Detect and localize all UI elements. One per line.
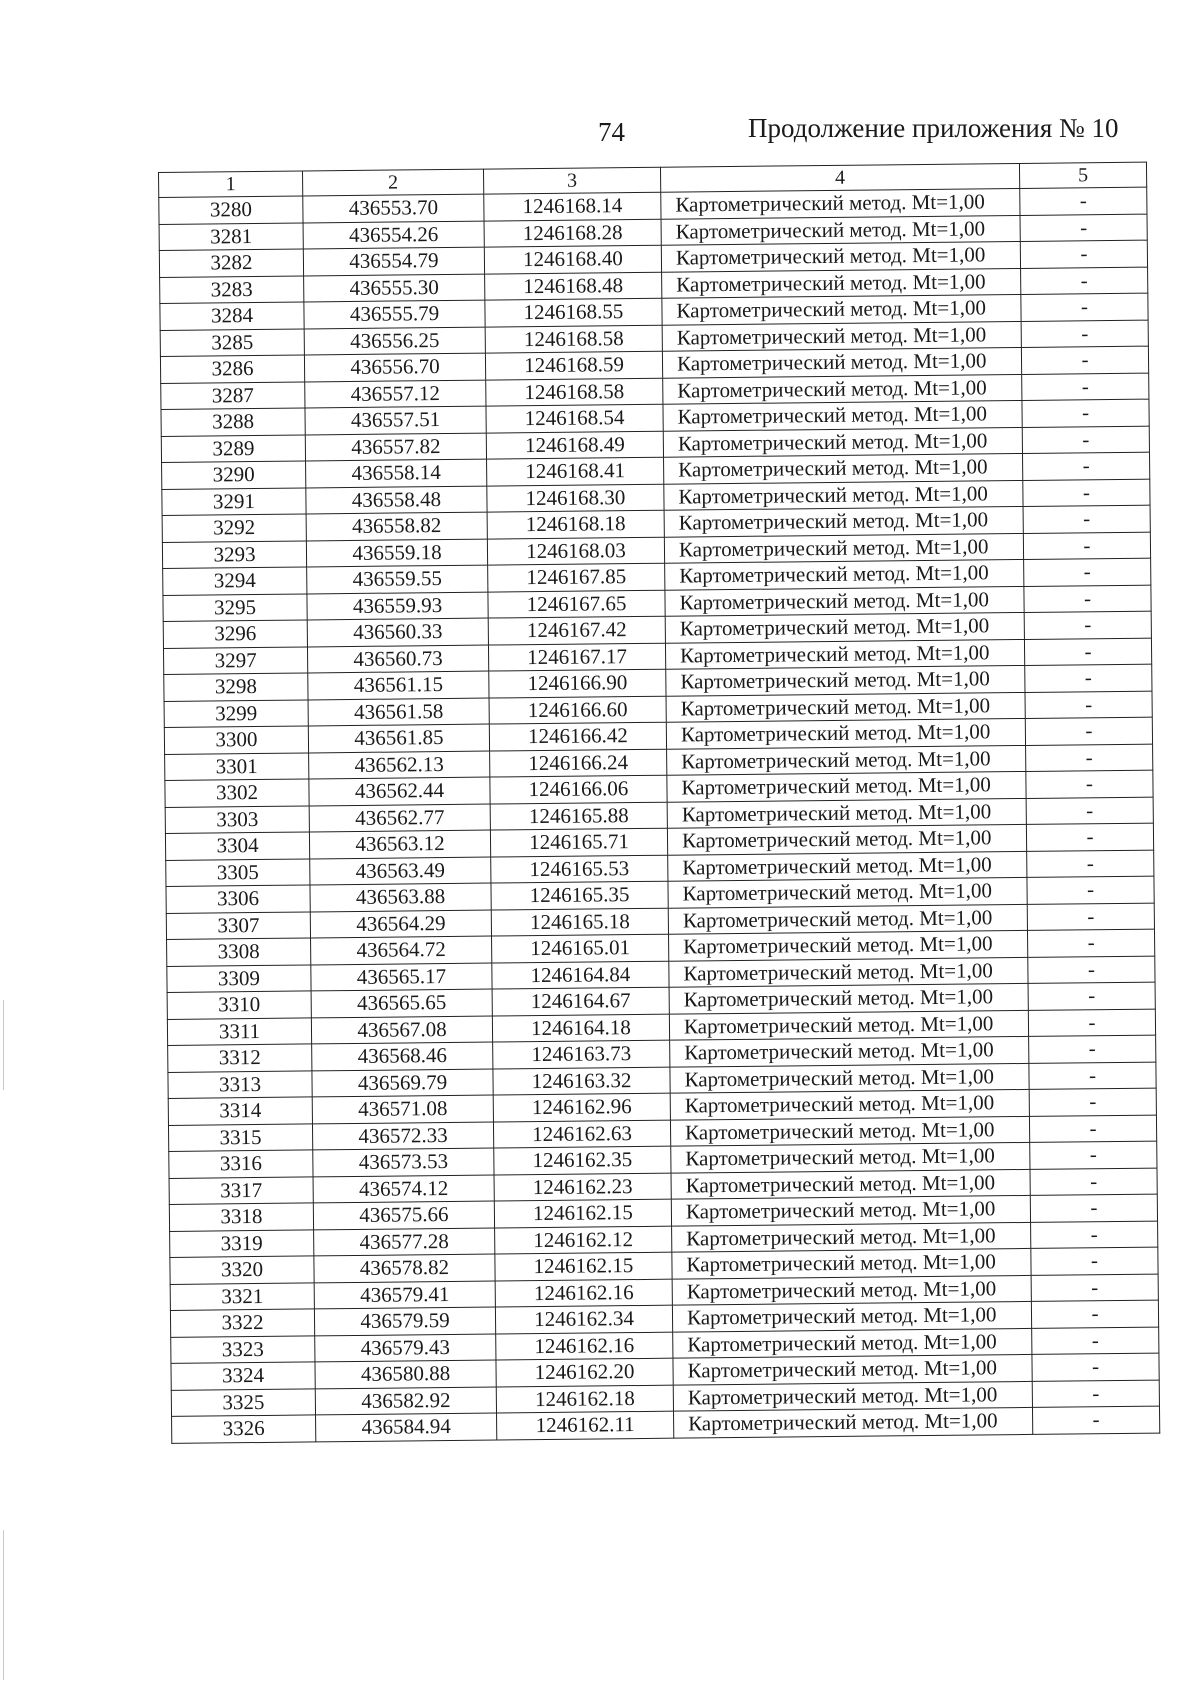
point-number-cell: 3311	[167, 1017, 311, 1045]
point-number-cell: 3302	[165, 779, 309, 807]
point-number-cell: 3307	[166, 911, 310, 939]
x-coordinate-cell: 436558.14	[306, 459, 487, 487]
x-coordinate-cell: 436562.77	[309, 804, 490, 832]
point-number-cell: 3291	[162, 487, 306, 515]
point-number-cell: 3315	[168, 1123, 312, 1151]
x-coordinate-cell: 436557.51	[305, 406, 486, 434]
note-cell: -	[1021, 320, 1148, 348]
note-cell: -	[1023, 505, 1150, 533]
scan-margin-mark	[3, 1530, 4, 1680]
note-cell: -	[1029, 1035, 1156, 1063]
y-coordinate-cell: 1246165.88	[490, 802, 667, 830]
point-number-cell: 3304	[165, 832, 309, 860]
x-coordinate-cell: 436561.85	[308, 724, 489, 752]
method-cell: Картометрический метод. Mt=1,00	[665, 639, 1024, 669]
column-header-4: 4	[660, 163, 1019, 192]
note-cell: -	[1025, 691, 1152, 719]
method-cell: Картометрический метод. Mt=1,00	[669, 1010, 1028, 1040]
note-cell: -	[1023, 479, 1150, 507]
y-coordinate-cell: 1246168.58	[486, 378, 663, 406]
y-coordinate-cell: 1246164.18	[492, 1014, 669, 1042]
y-coordinate-cell: 1246167.85	[488, 563, 665, 591]
method-cell: Картометрический метод. Mt=1,00	[670, 1036, 1029, 1066]
x-coordinate-cell: 436579.59	[314, 1307, 495, 1335]
x-coordinate-cell: 436561.58	[308, 698, 489, 726]
point-number-cell: 3306	[166, 885, 310, 913]
method-cell: Картометрический метод. Mt=1,00	[666, 665, 1025, 695]
coordinates-table	[158, 162, 1160, 1444]
point-number-cell: 3324	[171, 1362, 315, 1390]
y-coordinate-cell: 1246162.96	[493, 1093, 670, 1121]
method-cell: Картометрический метод. Mt=1,00	[667, 798, 1026, 828]
y-coordinate-cell: 1246166.60	[489, 696, 666, 724]
point-number-cell: 3288	[161, 408, 305, 436]
point-number-cell: 3299	[164, 699, 308, 727]
method-cell: Картометрический метод. Mt=1,00	[670, 1063, 1029, 1093]
method-cell: Картометрический метод. Mt=1,00	[663, 400, 1022, 430]
method-cell: Картометрический метод. Mt=1,00	[667, 745, 1026, 775]
column-header-1: 1	[159, 171, 303, 198]
x-coordinate-cell: 436579.41	[314, 1281, 495, 1309]
note-cell: -	[1021, 346, 1148, 374]
point-number-cell: 3303	[165, 805, 309, 833]
note-cell: -	[1022, 452, 1149, 480]
x-coordinate-cell: 436560.73	[307, 645, 488, 673]
method-cell: Картометрический метод. Mt=1,00	[663, 427, 1022, 457]
y-coordinate-cell: 1246167.17	[488, 643, 665, 671]
x-coordinate-cell: 436553.70	[303, 194, 484, 222]
y-coordinate-cell: 1246168.58	[485, 325, 662, 353]
method-cell: Картометрический метод. Mt=1,00	[672, 1275, 1031, 1305]
x-coordinate-cell: 436554.79	[303, 247, 484, 275]
note-cell: -	[1030, 1194, 1157, 1222]
note-cell: -	[1028, 1009, 1155, 1037]
method-cell: Картометрический метод. Mt=1,00	[664, 533, 1023, 563]
point-number-cell: 3290	[162, 461, 306, 489]
y-coordinate-cell: 1246164.67	[492, 987, 669, 1015]
note-cell: -	[1020, 214, 1147, 242]
x-coordinate-cell: 436555.30	[304, 274, 485, 302]
note-cell: -	[1031, 1300, 1158, 1328]
point-number-cell: 3325	[171, 1388, 315, 1416]
y-coordinate-cell: 1246162.35	[494, 1146, 671, 1174]
method-cell: Картометрический метод. Mt=1,00	[671, 1169, 1030, 1199]
y-coordinate-cell: 1246162.34	[495, 1305, 672, 1333]
method-cell: Картометрический метод. Mt=1,00	[662, 268, 1021, 298]
method-cell: Картометрический метод. Mt=1,00	[664, 453, 1023, 483]
y-coordinate-cell: 1246168.40	[484, 245, 661, 273]
note-cell: -	[1025, 717, 1152, 745]
y-coordinate-cell: 1246168.54	[486, 404, 663, 432]
point-number-cell: 3301	[165, 752, 309, 780]
y-coordinate-cell: 1246168.59	[485, 351, 662, 379]
x-coordinate-cell: 436559.55	[307, 565, 488, 593]
x-coordinate-cell: 436575.66	[313, 1201, 494, 1229]
y-coordinate-cell: 1246162.15	[495, 1252, 672, 1280]
page-number: 74	[598, 117, 625, 147]
note-cell: -	[1029, 1062, 1156, 1090]
point-number-cell: 3292	[162, 514, 306, 542]
y-coordinate-cell: 1246166.24	[490, 749, 667, 777]
y-coordinate-cell: 1246163.73	[493, 1040, 670, 1068]
x-coordinate-cell: 436569.79	[312, 1069, 493, 1097]
method-cell: Картометрический метод. Mt=1,00	[666, 692, 1025, 722]
method-cell: Картометрический метод. Mt=1,00	[662, 347, 1021, 377]
x-coordinate-cell: 436565.65	[311, 989, 492, 1017]
y-coordinate-cell: 1246162.20	[496, 1358, 673, 1386]
note-cell: -	[1031, 1247, 1158, 1275]
y-coordinate-cell: 1246165.35	[491, 881, 668, 909]
note-cell: -	[1025, 664, 1152, 692]
method-cell: Картометрический метод. Mt=1,00	[665, 586, 1024, 616]
method-cell: Картометрический метод. Mt=1,00	[670, 1089, 1029, 1119]
point-number-cell: 3308	[167, 938, 311, 966]
x-coordinate-cell: 436564.29	[310, 910, 491, 938]
method-cell: Картометрический метод. Mt=1,00	[662, 321, 1021, 351]
point-number-cell: 3309	[167, 964, 311, 992]
point-number-cell: 3300	[164, 726, 308, 754]
point-number-cell: 3318	[169, 1203, 313, 1231]
x-coordinate-cell: 436568.46	[312, 1042, 493, 1070]
point-number-cell: 3286	[160, 355, 304, 383]
note-cell: -	[1032, 1353, 1159, 1381]
x-coordinate-cell: 436558.48	[306, 486, 487, 514]
x-coordinate-cell: 436559.18	[306, 539, 487, 567]
x-coordinate-cell: 436565.17	[311, 963, 492, 991]
point-number-cell: 3284	[160, 302, 304, 330]
y-coordinate-cell: 1246164.84	[492, 961, 669, 989]
note-cell: -	[1024, 558, 1151, 586]
point-number-cell: 3317	[169, 1176, 313, 1204]
note-cell: -	[1030, 1141, 1157, 1169]
method-cell: Картометрический метод. Mt=1,00	[667, 824, 1026, 854]
note-cell: -	[1024, 638, 1151, 666]
note-cell: -	[1022, 426, 1149, 454]
note-cell: -	[1027, 876, 1154, 904]
note-cell: -	[1028, 956, 1155, 984]
note-cell: -	[1029, 1115, 1156, 1143]
y-coordinate-cell: 1246168.55	[485, 298, 662, 326]
y-coordinate-cell: 1246162.15	[494, 1199, 671, 1227]
note-cell: -	[1029, 1088, 1156, 1116]
y-coordinate-cell: 1246162.23	[494, 1173, 671, 1201]
point-number-cell: 3297	[163, 646, 307, 674]
method-cell: Картометрический метод. Mt=1,00	[668, 877, 1027, 907]
y-coordinate-cell: 1246165.18	[491, 908, 668, 936]
x-coordinate-cell: 436573.53	[313, 1148, 494, 1176]
method-cell: Картометрический метод. Mt=1,00	[670, 1116, 1029, 1146]
method-cell: Картометрический метод. Mt=1,00	[664, 506, 1023, 536]
note-cell: -	[1031, 1221, 1158, 1249]
point-number-cell: 3280	[159, 196, 303, 224]
point-number-cell: 3321	[170, 1282, 314, 1310]
x-coordinate-cell: 436560.33	[307, 618, 488, 646]
y-coordinate-cell: 1246165.71	[490, 828, 667, 856]
page-caption: Продолжение приложения № 10	[748, 113, 1119, 143]
x-coordinate-cell: 436572.33	[312, 1122, 493, 1150]
method-cell: Картометрический метод. Mt=1,00	[673, 1328, 1032, 1358]
x-coordinate-cell: 436582.92	[315, 1387, 496, 1415]
x-coordinate-cell: 436555.79	[304, 300, 485, 328]
y-coordinate-cell: 1246167.42	[488, 616, 665, 644]
note-cell: -	[1032, 1406, 1159, 1434]
point-number-cell: 3281	[159, 222, 303, 250]
x-coordinate-cell: 436563.12	[309, 830, 490, 858]
point-number-cell: 3295	[163, 593, 307, 621]
table-body	[159, 187, 1160, 1443]
point-number-cell: 3289	[161, 434, 305, 462]
note-cell: -	[1032, 1327, 1159, 1355]
x-coordinate-cell: 436554.26	[303, 221, 484, 249]
y-coordinate-cell: 1246168.03	[487, 537, 664, 565]
method-cell: Картометрический метод. Mt=1,00	[671, 1142, 1030, 1172]
y-coordinate-cell: 1246162.18	[496, 1385, 673, 1413]
method-cell: Картометрический метод. Mt=1,00	[673, 1354, 1032, 1384]
point-number-cell: 3282	[159, 249, 303, 277]
x-coordinate-cell: 436557.82	[305, 433, 486, 461]
x-coordinate-cell: 436563.88	[310, 883, 491, 911]
note-cell: -	[1020, 240, 1147, 268]
note-cell: -	[1024, 611, 1151, 639]
method-cell: Картометрический метод. Mt=1,00	[667, 771, 1026, 801]
method-cell: Картометрический метод. Mt=1,00	[668, 904, 1027, 934]
method-cell: Картометрический метод. Mt=1,00	[672, 1301, 1031, 1331]
y-coordinate-cell: 1246162.11	[497, 1411, 674, 1439]
point-number-cell: 3298	[164, 673, 308, 701]
note-cell: -	[1024, 585, 1151, 613]
note-cell: -	[1032, 1380, 1159, 1408]
y-coordinate-cell: 1246162.12	[495, 1226, 672, 1254]
x-coordinate-cell: 436556.70	[304, 353, 485, 381]
x-coordinate-cell: 436561.15	[308, 671, 489, 699]
note-cell: -	[1022, 373, 1149, 401]
point-number-cell: 3320	[170, 1256, 314, 1284]
method-cell: Картометрический метод. Mt=1,00	[671, 1195, 1030, 1225]
y-coordinate-cell: 1246168.41	[487, 457, 664, 485]
y-coordinate-cell: 1246166.06	[490, 775, 667, 803]
note-cell: -	[1028, 982, 1155, 1010]
point-number-cell: 3296	[163, 620, 307, 648]
point-number-cell: 3294	[163, 567, 307, 595]
x-coordinate-cell: 436578.82	[314, 1254, 495, 1282]
method-cell: Картометрический метод. Mt=1,00	[669, 957, 1028, 987]
y-coordinate-cell: 1246166.90	[489, 669, 666, 697]
x-coordinate-cell: 436567.08	[311, 1016, 492, 1044]
point-number-cell: 3293	[162, 540, 306, 568]
method-cell: Картометрический метод. Mt=1,00	[663, 374, 1022, 404]
point-number-cell: 3310	[167, 991, 311, 1019]
method-cell: Картометрический метод. Mt=1,00	[673, 1381, 1032, 1411]
y-coordinate-cell: 1246168.28	[484, 219, 661, 247]
point-number-cell: 3283	[160, 275, 304, 303]
note-cell: -	[1023, 532, 1150, 560]
y-coordinate-cell: 1246167.65	[488, 590, 665, 618]
method-cell: Картометрический метод. Mt=1,00	[664, 480, 1023, 510]
point-number-cell: 3316	[169, 1150, 313, 1178]
method-cell: Картометрический метод. Mt=1,00	[668, 851, 1027, 881]
method-cell: Картометрический метод. Mt=1,00	[672, 1248, 1031, 1278]
y-coordinate-cell: 1246168.14	[484, 192, 661, 220]
x-coordinate-cell: 436571.08	[312, 1095, 493, 1123]
x-coordinate-cell: 436579.43	[315, 1334, 496, 1362]
y-coordinate-cell: 1246168.18	[487, 510, 664, 538]
y-coordinate-cell: 1246166.42	[489, 722, 666, 750]
method-cell: Картометрический метод. Mt=1,00	[674, 1407, 1033, 1437]
note-cell: -	[1022, 399, 1149, 427]
note-cell: -	[1030, 1168, 1157, 1196]
method-cell: Картометрический метод. Mt=1,00	[672, 1222, 1031, 1252]
note-cell: -	[1026, 797, 1153, 825]
point-number-cell: 3314	[168, 1097, 312, 1125]
x-coordinate-cell: 436564.72	[311, 936, 492, 964]
note-cell: -	[1021, 293, 1148, 321]
note-cell: -	[1026, 770, 1153, 798]
note-cell: -	[1026, 823, 1153, 851]
x-coordinate-cell: 436558.82	[306, 512, 487, 540]
point-number-cell: 3319	[170, 1229, 314, 1257]
method-cell: Картометрический метод. Mt=1,00	[669, 983, 1028, 1013]
point-number-cell: 3326	[172, 1415, 316, 1443]
method-cell: Картометрический метод. Mt=1,00	[661, 241, 1020, 271]
note-cell: -	[1027, 903, 1154, 931]
method-cell: Картометрический метод. Mt=1,00	[666, 718, 1025, 748]
method-cell: Картометрический метод. Mt=1,00	[662, 294, 1021, 324]
x-coordinate-cell: 436562.13	[309, 751, 490, 779]
x-coordinate-cell: 436557.12	[305, 380, 486, 408]
y-coordinate-cell: 1246163.32	[493, 1067, 670, 1095]
method-cell: Картометрический метод. Mt=1,00	[665, 559, 1024, 589]
x-coordinate-cell: 436556.25	[304, 327, 485, 355]
y-coordinate-cell: 1246162.16	[496, 1332, 673, 1360]
y-coordinate-cell: 1246168.30	[487, 484, 664, 512]
column-header-2: 2	[302, 169, 483, 196]
point-number-cell: 3312	[168, 1044, 312, 1072]
x-coordinate-cell: 436577.28	[314, 1228, 495, 1256]
y-coordinate-cell: 1246165.53	[491, 855, 668, 883]
note-cell: -	[1027, 850, 1154, 878]
method-cell: Картометрический метод. Mt=1,00	[661, 215, 1020, 245]
x-coordinate-cell: 436562.44	[309, 777, 490, 805]
x-coordinate-cell: 436580.88	[315, 1360, 496, 1388]
x-coordinate-cell: 436574.12	[313, 1175, 494, 1203]
y-coordinate-cell: 1246162.16	[495, 1279, 672, 1307]
y-coordinate-cell: 1246168.48	[485, 272, 662, 300]
scan-margin-mark	[3, 1000, 4, 1090]
point-number-cell: 3305	[166, 858, 310, 886]
point-number-cell: 3313	[168, 1070, 312, 1098]
y-coordinate-cell: 1246168.49	[486, 431, 663, 459]
note-cell: -	[1031, 1274, 1158, 1302]
note-cell: -	[1027, 929, 1154, 957]
x-coordinate-cell: 436559.93	[307, 592, 488, 620]
note-cell: -	[1021, 267, 1148, 295]
y-coordinate-cell: 1246162.63	[493, 1120, 670, 1148]
point-number-cell: 3323	[171, 1335, 315, 1363]
point-number-cell: 3322	[170, 1309, 314, 1337]
method-cell: Картометрический метод. Mt=1,00	[669, 930, 1028, 960]
column-header-3: 3	[483, 167, 660, 194]
point-number-cell: 3285	[160, 328, 304, 356]
note-cell: -	[1020, 187, 1147, 215]
y-coordinate-cell: 1246165.01	[492, 934, 669, 962]
point-number-cell: 3287	[161, 381, 305, 409]
method-cell: Картометрический метод. Mt=1,00	[661, 188, 1020, 218]
column-header-5: 5	[1019, 162, 1146, 188]
method-cell: Картометрический метод. Mt=1,00	[665, 612, 1024, 642]
note-cell: -	[1026, 744, 1153, 772]
x-coordinate-cell: 436563.49	[310, 857, 491, 885]
x-coordinate-cell: 436584.94	[316, 1413, 497, 1441]
